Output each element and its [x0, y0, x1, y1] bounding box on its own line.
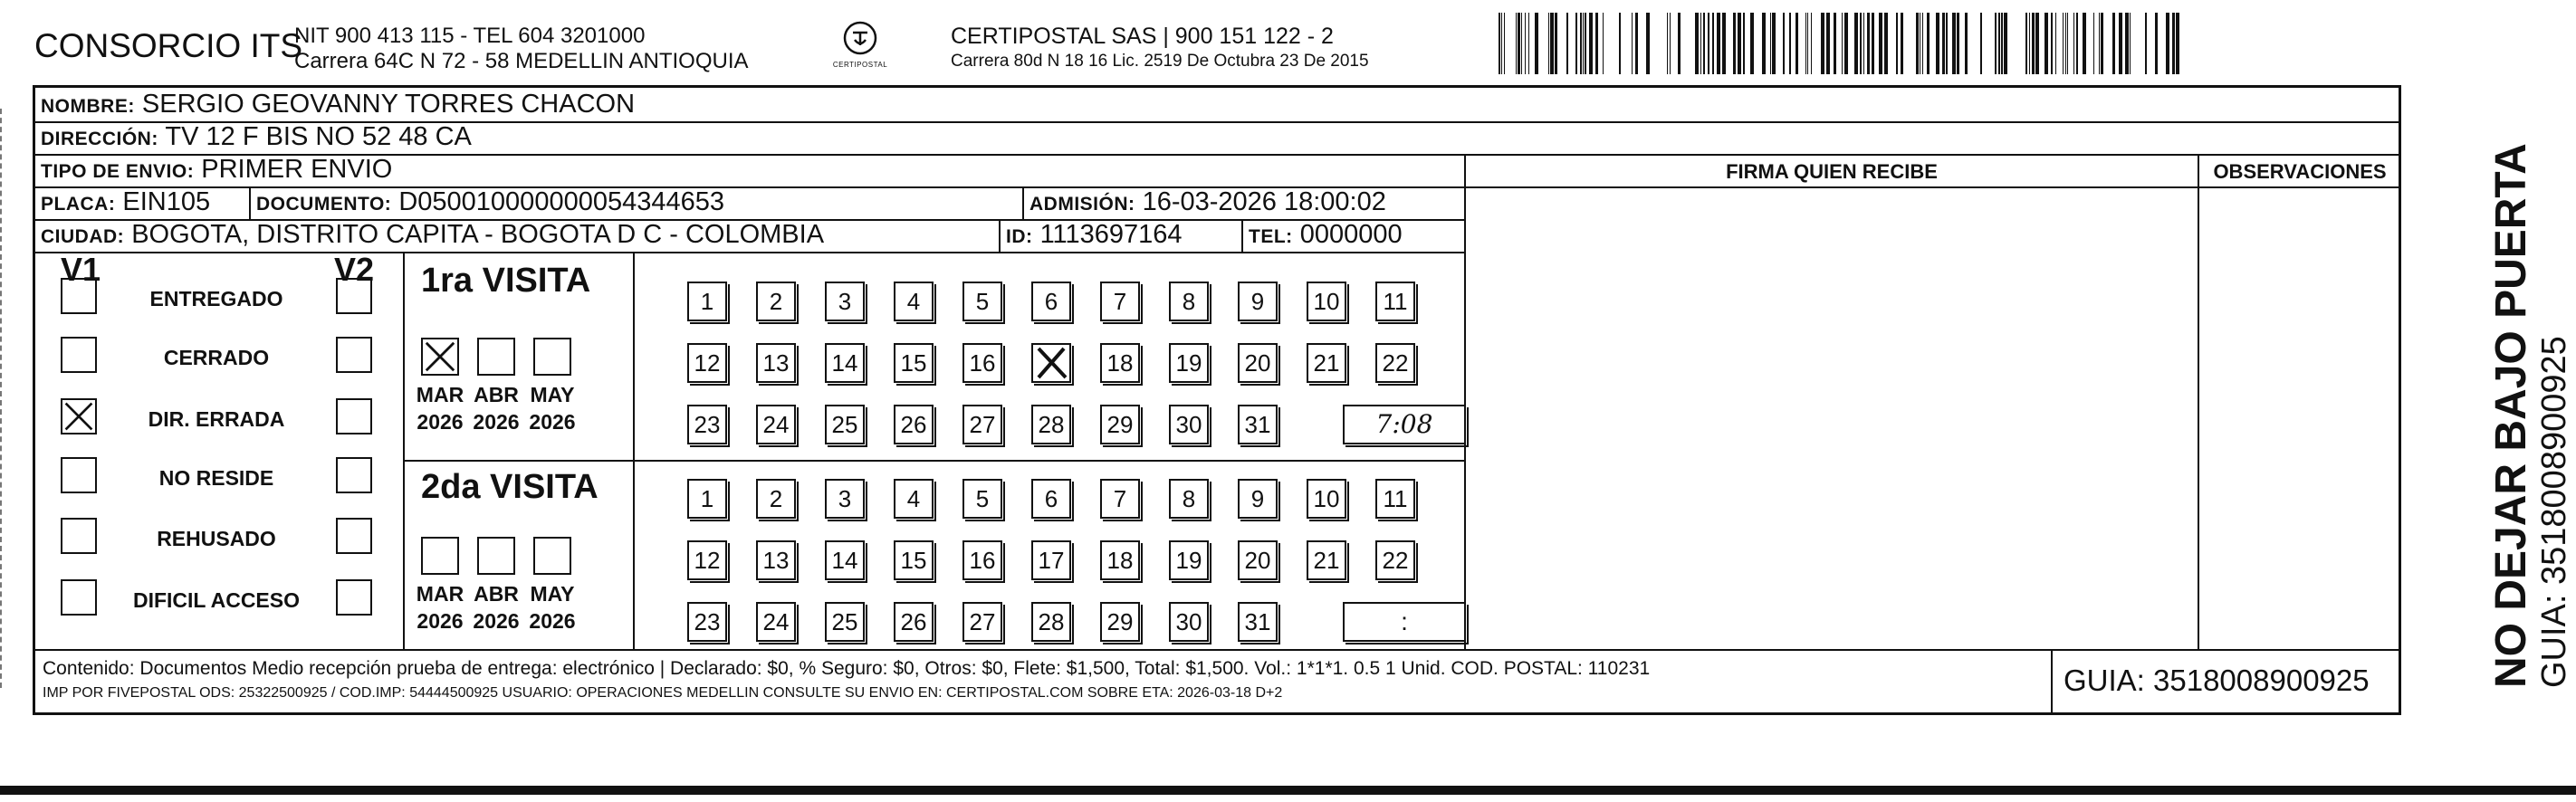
month-name: MAY: [530, 383, 575, 406]
day-box[interactable]: 12: [687, 343, 727, 383]
status-v2-checkbox[interactable]: [336, 278, 372, 314]
day-box[interactable]: 5: [962, 282, 1002, 321]
day-box[interactable]: 5: [962, 479, 1002, 519]
month-year: 2026: [417, 410, 464, 434]
visit1-title: 1ra VISITA: [421, 262, 591, 300]
city-field: [41, 220, 824, 250]
day-box[interactable]: 28: [1031, 602, 1071, 642]
recipient-name-row: [41, 90, 635, 119]
day-box[interactable]: 3: [825, 282, 865, 321]
day-box[interactable]: 15: [894, 540, 934, 580]
day-box[interactable]: 8: [1169, 282, 1209, 321]
carrier-info: [951, 24, 1369, 74]
id-field: [1006, 220, 1183, 250]
day-box[interactable]: 25: [825, 405, 865, 444]
status-v2-checkbox[interactable]: [336, 457, 372, 493]
nombre-label: NOMBRE:: [41, 96, 135, 117]
day-box[interactable]: 4: [894, 479, 934, 519]
day-box[interactable]: 1: [687, 282, 727, 321]
print-info-line: IMP POR FIVEPOSTAL ODS: 25322500925 / COD.IMP: 54444500925 USUARIO: OPERACIONES MEDELLIN CONSULTE SU ENVIO EN: CERTIPOSTAL.COM SOBRE ETA: 2026-03-18 D+2: [43, 685, 1283, 701]
certipostal-logo-icon: [840, 20, 880, 56]
month-label: [464, 580, 528, 635]
guide-number: GUIA: 3518008900925: [2064, 664, 2370, 697]
x-mark-icon: [423, 339, 457, 374]
month-year: 2026: [529, 609, 576, 633]
day-box[interactable]: 3: [825, 479, 865, 519]
month-year: 2026: [529, 410, 576, 434]
day-box[interactable]: 20: [1238, 540, 1278, 580]
day-box[interactable]: 28: [1031, 405, 1071, 444]
divider: [1022, 186, 1024, 219]
recipient-address: TV 12 F BIS NO 52 48 CA: [165, 122, 472, 151]
day-box[interactable]: 30: [1169, 602, 1209, 642]
month-year: 2026: [417, 609, 464, 633]
day-box[interactable]: 17: [1031, 540, 1071, 580]
time-field[interactable]: 7:08: [1343, 405, 1466, 444]
status-label: DIR. ERRADA: [148, 407, 285, 431]
delivery-form: [33, 85, 2401, 715]
day-box[interactable]: 23: [687, 602, 727, 642]
day-box[interactable]: 7: [1100, 282, 1140, 321]
day-box[interactable]: 24: [756, 405, 796, 444]
month-checkbox[interactable]: [533, 537, 571, 575]
divider: [633, 252, 635, 650]
address-row: [41, 122, 472, 152]
document-value: D050010000000054344653: [398, 187, 724, 216]
month-checkbox[interactable]: [477, 338, 515, 376]
day-box[interactable]: 11: [1375, 282, 1415, 321]
day-box[interactable]: 12: [687, 540, 727, 580]
status-label: ENTREGADO: [149, 287, 283, 310]
side-notice: [2488, 143, 2573, 688]
day-box[interactable]: [1031, 343, 1071, 383]
status-v2-checkbox[interactable]: [336, 398, 372, 434]
document-field: [256, 187, 724, 217]
logo-label: CERTIPOSTAL: [832, 61, 888, 69]
day-box[interactable]: 24: [756, 602, 796, 642]
tel-value: 0000000: [1299, 220, 1403, 249]
documento-label: DOCUMENTO:: [256, 194, 392, 215]
divider: [2198, 154, 2199, 651]
day-box[interactable]: 1: [687, 479, 727, 519]
v2-header: V2: [334, 251, 375, 288]
status-label: REHUSADO: [157, 527, 276, 550]
day-box[interactable]: 21: [1307, 540, 1346, 580]
day-box[interactable]: 29: [1100, 405, 1140, 444]
recipient-name: SERGIO GEOVANNY TORRES CHACON: [141, 90, 636, 119]
day-box[interactable]: 30: [1169, 405, 1209, 444]
visit2-title: 2da VISITA: [421, 468, 599, 506]
divider: [1464, 154, 1466, 651]
barcode: [1499, 13, 2182, 74]
divider: [1241, 219, 1243, 252]
month-checkbox[interactable]: [477, 537, 515, 575]
day-box[interactable]: 21: [1307, 343, 1346, 383]
ciudad-label: CIUDAD:: [41, 226, 125, 247]
tel-label: TEL:: [1249, 226, 1293, 247]
day-box[interactable]: 11: [1375, 479, 1415, 519]
day-box[interactable]: 26: [894, 602, 934, 642]
day-box[interactable]: 6: [1031, 479, 1071, 519]
x-mark-icon: [1033, 345, 1069, 381]
status-v2-checkbox[interactable]: [336, 579, 372, 616]
plate-value: EIN105: [122, 187, 211, 216]
contents-line: Contenido: Documentos Medio recepción prueba de entrega: electrónico | Declarado: $0, % Seguro: $0, Otros: $0, Flete: $1,500, Total: $1,500. Vol.: 1*1*1. 0.5 1 Unid. COD. POSTAL: 110231: [43, 658, 1651, 679]
day-box[interactable]: 2: [756, 282, 796, 321]
day-box[interactable]: 18: [1100, 343, 1140, 383]
day-box[interactable]: 26: [894, 405, 934, 444]
bottom-rule: [0, 786, 2576, 795]
divider: [35, 252, 1464, 253]
month-name: ABR: [474, 582, 519, 606]
id-value: 1113697164: [1039, 220, 1183, 249]
day-box[interactable]: 31: [1238, 602, 1278, 642]
v1-header: V1: [61, 251, 101, 288]
day-box[interactable]: 27: [962, 405, 1002, 444]
month-label: [464, 381, 528, 435]
day-box[interactable]: 27: [962, 602, 1002, 642]
month-checkbox[interactable]: [533, 338, 571, 376]
time-field[interactable]: :: [1343, 602, 1466, 642]
admision-label: ADMISIÓN:: [1029, 194, 1135, 215]
divider: [2051, 649, 2053, 714]
day-box[interactable]: 8: [1169, 479, 1209, 519]
day-box[interactable]: 6: [1031, 282, 1071, 321]
status-label: CERRADO: [163, 346, 270, 369]
month-label: [521, 580, 584, 635]
divider: [403, 252, 405, 650]
placa-label: PLACA:: [41, 194, 116, 215]
day-box[interactable]: 29: [1100, 602, 1140, 642]
id-label: ID:: [1006, 226, 1033, 247]
divider: [403, 460, 1464, 462]
day-box[interactable]: 16: [962, 343, 1002, 383]
day-box[interactable]: 31: [1238, 405, 1278, 444]
tipo-label: TIPO DE ENVIO:: [41, 161, 195, 182]
status-v2-checkbox[interactable]: [336, 518, 372, 554]
status-label: DIFICIL ACCESO: [132, 588, 300, 612]
day-box[interactable]: 14: [825, 343, 865, 383]
company-info: [294, 24, 749, 74]
day-box[interactable]: 9: [1238, 282, 1278, 321]
day-box[interactable]: 25: [825, 602, 865, 642]
observations-header: OBSERVACIONES: [2213, 160, 2387, 183]
day-box[interactable]: 22: [1375, 343, 1415, 383]
side-guide-number: GUIA: 3518008900925: [2535, 336, 2573, 688]
month-name: MAR: [416, 383, 464, 406]
day-box[interactable]: 10: [1307, 282, 1346, 321]
month-label: [408, 580, 472, 635]
month-year: 2026: [473, 410, 520, 434]
month-checkbox[interactable]: [421, 537, 459, 575]
status-v2-checkbox[interactable]: [336, 337, 372, 373]
day-box[interactable]: 19: [1169, 343, 1209, 383]
day-box[interactable]: 2: [756, 479, 796, 519]
shipment-type: PRIMER ENVIO: [201, 155, 393, 184]
direccion-label: DIRECCIÓN:: [41, 129, 158, 149]
divider: [35, 649, 2399, 651]
day-box[interactable]: 13: [756, 540, 796, 580]
month-name: ABR: [474, 383, 519, 406]
cut-line: [0, 109, 4, 688]
day-box[interactable]: 20: [1238, 343, 1278, 383]
day-box[interactable]: 10: [1307, 479, 1346, 519]
divider: [249, 186, 251, 219]
plate-field: [41, 187, 210, 217]
day-box[interactable]: 4: [894, 282, 934, 321]
month-name: MAY: [530, 582, 575, 606]
day-box[interactable]: 9: [1238, 479, 1278, 519]
month-checkbox[interactable]: [421, 338, 459, 376]
shipment-type-row: [41, 155, 392, 185]
company-nit: NIT 900 413 115 - TEL 604 3201000: [294, 24, 646, 48]
day-box[interactable]: 14: [825, 540, 865, 580]
admission-field: [1029, 187, 1386, 217]
signature-header: FIRMA QUIEN RECIBE: [1726, 160, 1938, 183]
divider: [999, 219, 1001, 252]
month-year: 2026: [473, 609, 520, 633]
day-box[interactable]: 7: [1100, 479, 1140, 519]
carrier-license: Carrera 80d N 18 16 Lic. 2519 De Octubra 23 De 2015: [951, 52, 1369, 71]
day-box[interactable]: 15: [894, 343, 934, 383]
certipostal-logo: [819, 20, 901, 74]
day-box[interactable]: 18: [1100, 540, 1140, 580]
status-label: NO RESIDE: [158, 466, 274, 490]
tel-field: [1249, 220, 1403, 250]
company-address: Carrera 64C N 72 - 58 MEDELLIN ANTIOQUIA: [294, 49, 749, 73]
day-box[interactable]: 19: [1169, 540, 1209, 580]
company-name: CONSORCIO ITS: [34, 27, 303, 64]
no-dejar-warning: NO DEJAR BAJO PUERTA: [2487, 143, 2535, 688]
day-box[interactable]: 22: [1375, 540, 1415, 580]
day-box[interactable]: 23: [687, 405, 727, 444]
day-box[interactable]: 16: [962, 540, 1002, 580]
month-label: [408, 381, 472, 435]
month-name: MAR: [416, 582, 464, 606]
admission-value: 16-03-2026 18:00:02: [1142, 187, 1386, 216]
month-label: [521, 381, 584, 435]
carrier-name: CERTIPOSTAL SAS | 900 151 122 - 2: [951, 24, 1334, 49]
day-box[interactable]: 13: [756, 343, 796, 383]
city-value: BOGOTA, DISTRITO CAPITA - BOGOTA D C - COLOMBIA: [131, 220, 825, 249]
